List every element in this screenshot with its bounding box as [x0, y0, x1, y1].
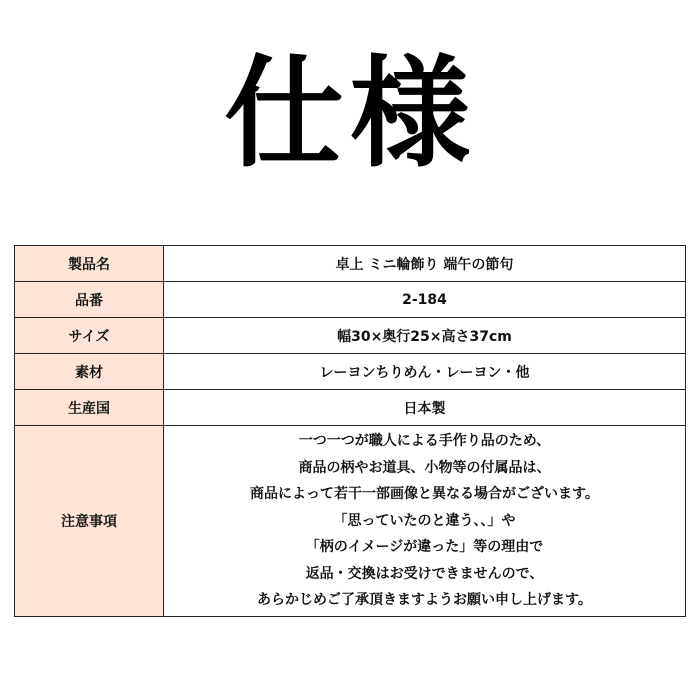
country-value: 日本製 — [164, 390, 686, 426]
table-row-product-number — [15, 282, 686, 318]
notes-value — [164, 426, 686, 617]
notes-line: あらかじめご了承頂きますようお願い申し上げます。 — [257, 592, 592, 609]
product-name-value: 卓上 ミニ輪飾り 端午の節句 — [164, 246, 686, 282]
table-row-notes — [15, 426, 686, 617]
product-number-value: 2-184 — [164, 282, 686, 318]
table-row-country — [15, 390, 686, 426]
notes-line: 「思っていたのと違う、、」や — [333, 512, 516, 529]
table-row-material — [15, 354, 686, 390]
table-row-product-name — [15, 246, 686, 282]
notes-line: 商品の柄やお道具、小物等の付属品は、 — [298, 459, 551, 476]
size-value: 幅30×奥行25×高さ37cm — [164, 318, 686, 354]
material-value: レーヨンちりめん・レーヨン・他 — [164, 354, 686, 390]
page-title: 仕様 — [224, 45, 476, 184]
material-label: 素材 — [15, 354, 164, 390]
notes-label: 注意事項 — [15, 426, 164, 617]
product-name-label: 製品名 — [15, 246, 164, 282]
product-number-label: 品番 — [15, 282, 164, 318]
notes-line: 商品によって若干一部画像と異なる場合がございます。 — [250, 486, 599, 503]
size-label: サイズ — [15, 318, 164, 354]
notes-line: 返品・交換はお受けできませんので、 — [305, 565, 544, 582]
country-label: 生産国 — [15, 390, 164, 426]
notes-line: 一つ一つが職人による手作り品のため、 — [298, 433, 551, 450]
spec-table — [14, 245, 686, 617]
notes-line: 「柄のイメージが違った」等の理由で — [305, 539, 544, 556]
table-row-size — [15, 318, 686, 354]
